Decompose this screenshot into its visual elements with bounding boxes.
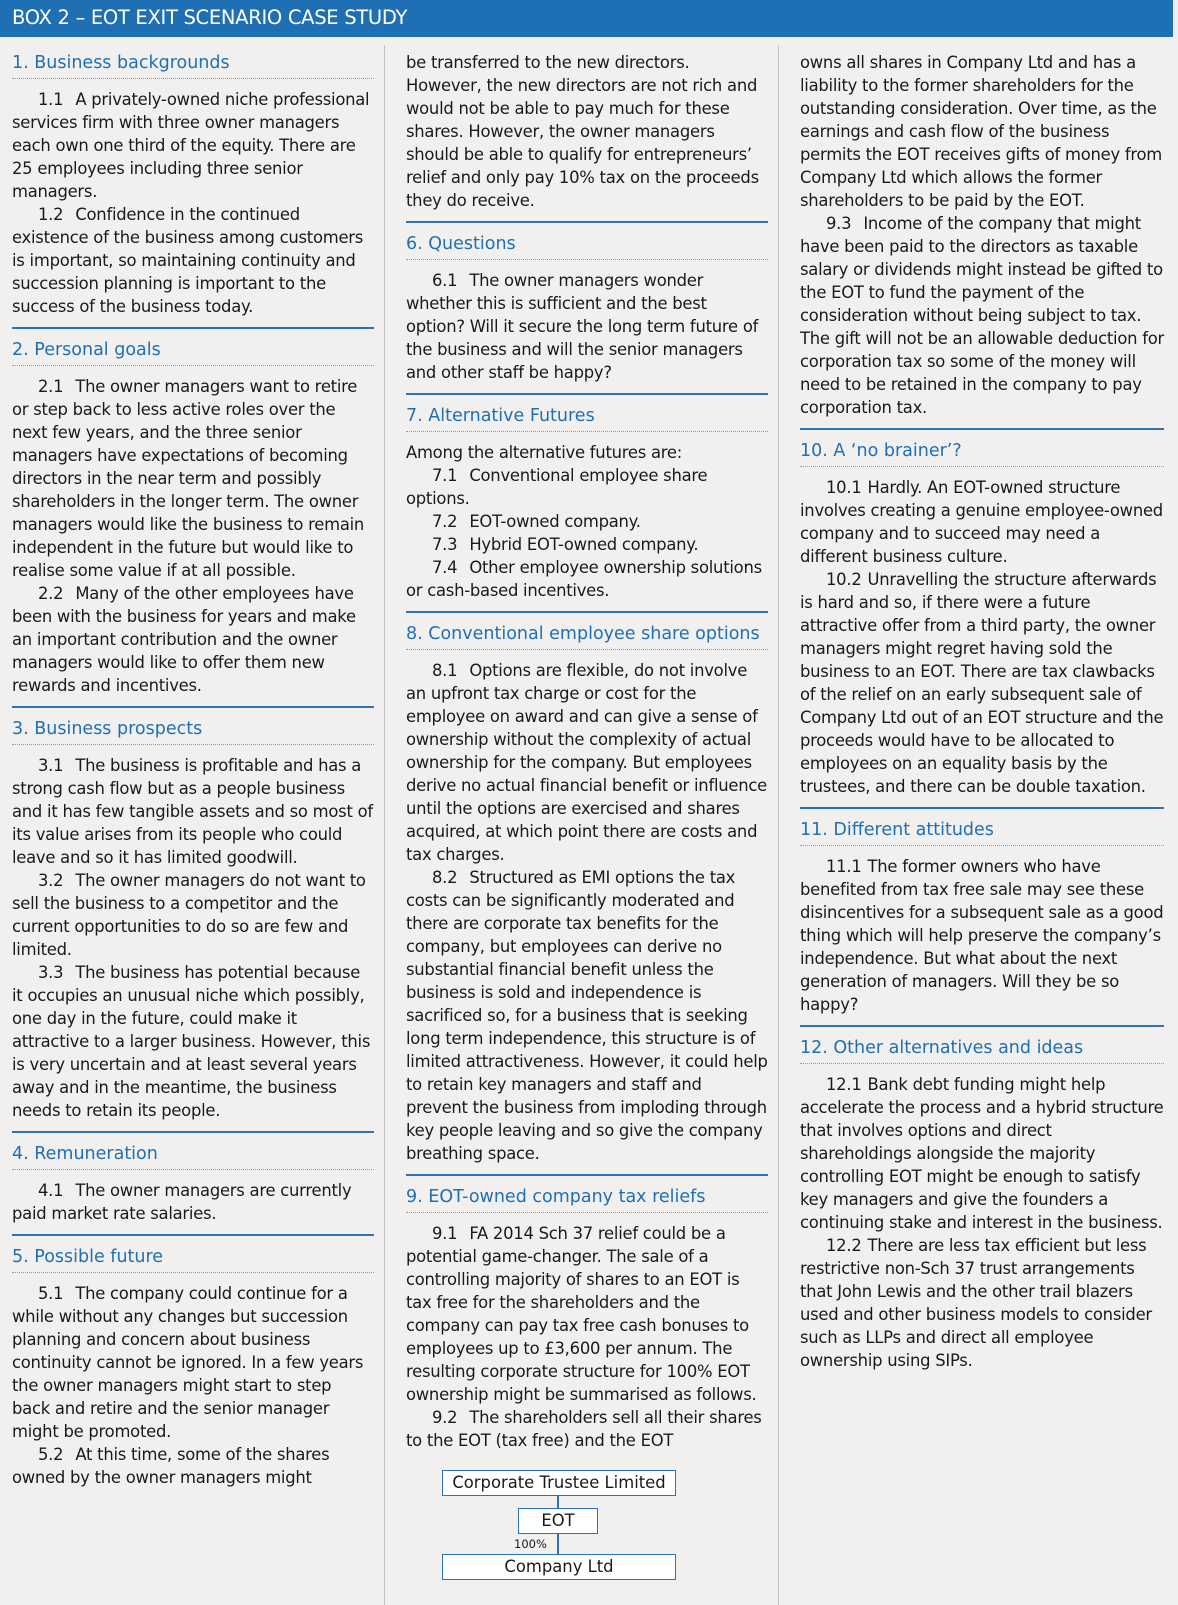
paragraph-number: 7.4 [432,558,458,577]
paragraph-text: Structured as EMI options the tax costs can be significantly moderated and there are corporate tax benefits for the company, but employees can derive no substantial financial benefit unless the business is sold and independence is sacrificed so, for a business that is seeking long term independence, this structure is of limited attractiveness. However, it could help to retain key managers and staff and prevent the business from imploding through key people leaving and so give the company breathing space. [406,868,768,1163]
paragraph [800,1234,1164,1372]
paragraph-number: 7.3 [432,535,458,554]
paragraph-text: The owner managers are currently paid market rate salaries. [12,1181,352,1223]
paragraph [406,866,768,1165]
paragraph-number: 8.1 [432,661,458,680]
column-3 [800,51,1164,1605]
paragraph [406,269,768,384]
paragraph [406,464,768,510]
section [12,717,374,1133]
section [406,404,768,613]
paragraph-number: 5.2 [38,1445,64,1464]
section [406,622,768,1176]
section-heading: 11. Different attitudes [800,818,1164,846]
paragraph [800,568,1164,798]
columns [0,51,1173,1605]
paragraph [12,1282,374,1443]
section-lead: Among the alternative futures are: [406,443,682,462]
section-heading: 5. Possible future [12,1245,374,1273]
paragraph-number: 7.1 [432,466,458,485]
column-3-continuation: owns all shares in Company Ltd and has a liability to the former shareholders for the outstanding consideration. Over time, as the earnings and cash flow of the business permits the EOT receives gifts of money from Company Ltd which allows the former shareholders to be paid by the EOT. [800,53,1163,210]
paragraph [12,375,374,582]
paragraph [406,1406,768,1452]
paragraph-number: 6.1 [432,271,458,290]
paragraph [406,556,768,602]
paragraph-number: 10.1 [826,478,862,497]
paragraph [12,1443,374,1489]
box-banner [0,0,1173,37]
section [12,1142,374,1236]
paragraph-text: Hybrid EOT-owned company. [469,535,699,554]
paragraph-text: Conventional employee share options. [406,466,708,508]
section [800,818,1164,1027]
paragraph-text: Hardly. An EOT-owned structure involves creating a genuine employee-owned company and to succeed may need a different business culture. [800,478,1163,566]
section-heading: 3. Business prospects [12,717,374,745]
paragraph-text: The owner managers want to retire or step back to less active roles over the next few years, and the three senior managers have expectations of becoming directors in the near term and possibly shareholders in the longer term. The owner managers would like the business to remain independent in the future but would like to realise some value if at all possible. [12,377,365,580]
paragraph-text: The shareholders sell all their shares to the EOT (tax free) and the EOT [406,1408,762,1450]
paragraph-number: 4.1 [38,1181,64,1200]
paragraph-text: Other employee ownership solutions or cash-based incentives. [406,558,762,600]
corporate-trustee-box: Corporate Trustee Limited [442,1470,676,1496]
paragraph-text: The former owners who have benefited from tax free sale may see these disincentives for a subsequent sale as a good thing which will help preserve the company’s independence. But what about the next generation of managers. Will they be so happy? [800,857,1164,1014]
section [800,1036,1164,1381]
paragraph-number: 3.3 [38,963,64,982]
paragraph-number: 11.1 [826,857,862,876]
section [406,1185,768,1461]
section-heading: 2. Personal goals [12,338,374,366]
paragraph-text: There are less tax efficient but less restrictive non-Sch 37 trust arrangements that John Lewis and the other trail blazers used and other business models to consider such as LLPs and direct all employee ownership using SIPs. [800,1236,1152,1370]
paragraph [12,1179,374,1225]
paragraph [12,869,374,961]
column-3-sections [800,439,1164,1381]
paragraph-number: 7.2 [432,512,458,531]
paragraph-number: 3.2 [38,871,64,890]
paragraph-number: 9.3 [826,214,852,233]
paragraph-text: Many of the other employees have been with the business for years and make an important contribution and the owner managers would like to offer them new rewards and incentives. [12,584,356,695]
connector-line [557,1496,559,1508]
section [12,1245,374,1498]
section-heading: 9. EOT-owned company tax reliefs [406,1185,768,1213]
paragraph-text: The owner managers do not want to sell the business to a competitor and the current opportunities to do so are few and limited. [12,871,366,959]
paragraph-text: A privately-owned niche professional services firm with three owner managers each own one third of the equity. There are 25 employees including three senior managers. [12,90,370,201]
paragraph-text: Unravelling the structure afterwards is hard and so, if there were a future attractive offer from a third party, the owner managers might regret having sold the business to an EOT. There are tax clawbacks of the relief on an early subsequent sale of Company Ltd out of an EOT structure and the proceeds would have to be allocated to employees on an equality basis by the trustees, and there can be double taxation. [800,570,1164,796]
section [800,439,1164,809]
company-ltd-box: Company Ltd [442,1554,676,1580]
paragraph-text: Bank debt funding might help accelerate the process and a hybrid structure that involves options and direct shareholdings alongside the majority controlling EOT might be enough to satisfy key managers and give the founders a continuing stake and interest in the business. [800,1075,1164,1232]
section [406,232,768,395]
connector-line [557,1534,559,1554]
paragraph-number: 2.2 [38,584,64,603]
paragraph [12,754,374,869]
paragraph [406,659,768,866]
paragraph-number: 1.2 [38,205,64,224]
paragraph-text: Confidence in the continued existence of the business among customers is important, so maintaining continuity and succession planning is important to the success of the business today. [12,205,364,316]
paragraph-number: 2.1 [38,377,64,396]
paragraph-number: 12.2 [826,1236,862,1255]
column-2-continuation: be transferred to the new directors. However, the new directors are not rich and would not be able to pay much for these shares. However, the owner managers should be able to qualify for entrepreneurs’ relief and only pay 10% tax on the proceeds they do receive. [406,51,768,223]
paragraph [800,855,1164,1016]
paragraph [12,203,374,318]
paragraph-number: 8.2 [432,868,458,887]
section [12,338,374,708]
section-heading: 4. Remuneration [12,1142,374,1170]
section-heading: 6. Questions [406,232,768,260]
section-heading: 10. A ‘no brainer’? [800,439,1164,467]
eot-structure-diagram [406,1470,768,1600]
section-heading: 1. Business backgrounds [12,51,374,79]
paragraph-text: The owner managers wonder whether this is sufficient and the best option? Will it secure the long term future of the business and will the senior managers and other staff be happy? [406,271,759,382]
paragraph-text: Income of the company that might have been paid to the directors as taxable salary or dividends might instead be gifted to the EOT to fund the payment of the consideration without being subject to tax. The gift will not be an allowable deduction for corporation tax so some of the money will need to be retained in the company to pay corporation tax. [800,214,1165,417]
paragraph-text: Options are flexible, do not involve an upfront tax charge or cost for the employee on award and can give a sense of ownership without the complexity of actual ownership for the company. But employees derive no actual financial benefit or influence until the options are exercised and shares acquired, at which point there are costs and tax charges. [406,661,767,864]
paragraph-number: 9.1 [432,1224,458,1243]
paragraph-number: 3.1 [38,756,64,775]
paragraph [800,476,1164,568]
paragraph [800,1073,1164,1234]
paragraph [406,1222,768,1406]
paragraph-text: EOT-owned company. [469,512,641,531]
section [12,51,374,329]
paragraph [406,533,768,556]
paragraph [12,88,374,203]
paragraph-text: FA 2014 Sch 37 relief could be a potential game-changer. The sale of a controlling majority of shares to an EOT is tax free for the shareholders and the company can pay tax free cash bonuses to employees up to £3,600 per annum. The resulting corporate structure for 100% EOT ownership might be summarised as follows. [406,1224,757,1404]
paragraph-number: 10.2 [826,570,862,589]
paragraph-number: 9.2 [432,1408,458,1427]
section-heading: 7. Alternative Futures [406,404,768,432]
paragraph-number: 1.1 [38,90,64,109]
paragraph-number: 5.1 [38,1284,64,1303]
paragraph [12,961,374,1122]
paragraph-text: At this time, some of the shares owned by the owner managers might [12,1445,330,1487]
section-heading: 8. Conventional employee share options [406,622,768,650]
paragraph-text: The business has potential because it occupies an unusual niche which possibly, one day in the future, could make it attractive to a larger business. However, this is very uncertain and at least several years away and in the meantime, the business needs to retain its people. [12,963,371,1120]
column-2-sections [406,232,768,1461]
paragraph-number: 12.1 [826,1075,862,1094]
section-heading: 12. Other alternatives and ideas [800,1036,1164,1064]
eot-box: EOT [518,1508,598,1534]
paragraph-text: The business is profitable and has a strong cash flow but as a people business and it has few tangible assets and so most of its value arises from its people who could leave and so it has limited goodwill. [12,756,373,867]
column-2 [406,51,768,1605]
paragraph [800,212,1164,430]
ownership-percent: 100% [514,1537,547,1551]
column-1 [12,51,374,1605]
paragraph-text: The company could continue for a while without any changes but succession planning and concern about business continuity cannot be ignored. In a few years the owner managers might start to step back and retire and the senior manager might be promoted. [12,1284,364,1441]
paragraph [12,582,374,697]
box-title: BOX 2 – EOT EXIT SCENARIO CASE STUDY [12,6,408,29]
paragraph [406,510,768,533]
